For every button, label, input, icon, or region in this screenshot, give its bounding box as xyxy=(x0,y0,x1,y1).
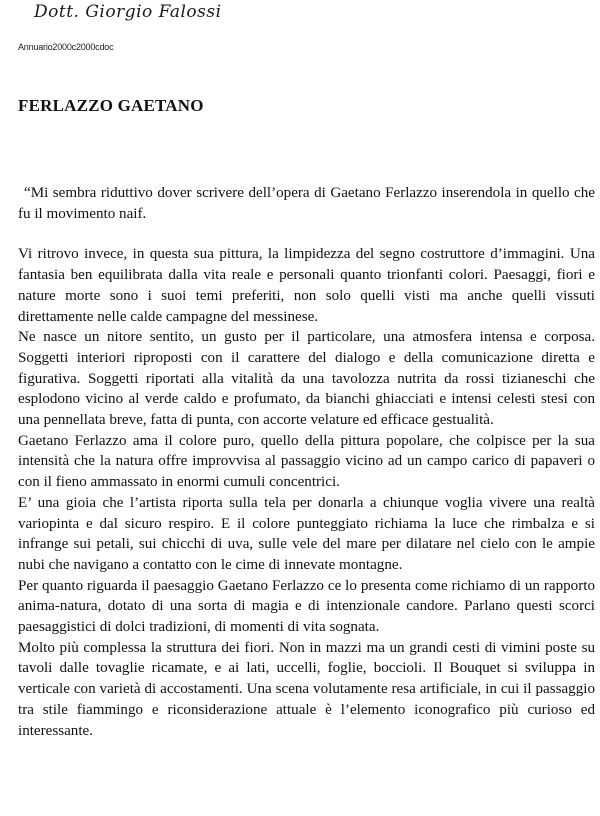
paragraph-7: Molto più complessa la struttura dei fiori. Non in mazzi ma un grandi cesti di vimini poste su tavoli dalle tovaglie ricamate, e ai lati, uccelli, foglie, boccioli. Il Bouquet si sviluppa in verticale con varietà di accostamenti. Una scena volutamente resa artificiale, in cui il passaggio tra stile fiammingo e riconsiderazione attuale è l’elemento iconografico più curioso ed interessante. xyxy=(18,639,595,739)
paragraph-5: E’ una gioia che l’artista riporta sulla tela per donarla a chiunque voglia vivere una realtà variopinta e dal sicuro respiro. E il colore punteggiato richiama la luce che rimbalza e si infrange sui petali, sui chicchi di uva, sulle vele del mare per dilatare nel cielo con le ampie nubi che navigano a contatto con le cime di innevate montagne. xyxy=(18,494,595,573)
letterhead-signature: Dott. Giorgio Falossi xyxy=(34,2,222,22)
document-body xyxy=(18,183,595,741)
paragraph-2: Vi ritrovo invece, in questa sua pittura, la limpidezza del segno costruttore d’immagini. Una fantasia ben equilibrata dalla vita reale e personali quanto trionfanti colori. Paesaggi, fiori e nature morte sono i suoi temi preferiti, non solo quelli visti ma anche quelli vissuti direttamente nelle calde campagne del messinese. xyxy=(18,246,595,325)
paragraph-3: Ne nasce un nitore sentito, un gusto per il particolare, una atmosfera intensa e corposa. Soggetti interiori riproposti con il carattere del dialogo e della comunicazione diretta e figurativa. Soggetti riportati alla vitalità da una tavolozza nutrita da rossi tizianeschi che esplodono vicino al verde caldo e profumato, da bianchi ghiacciati e intensi celesti stesi con una pennellata breve, fatta di punta, con accorte velature ed efficace gestualità. xyxy=(18,329,595,429)
document-title: FERLAZZO GAETANO xyxy=(18,96,204,115)
paragraph-4: Gaetano Ferlazzo ama il colore puro, quello della pittura popolare, che colpisce per la sua intensità che la natura offre improvvisa al passaggio vicino ad un campo carico di papaveri o con il fieno ammassato in enormi cumuli concentrici. xyxy=(18,432,595,491)
paragraph-6: Per quanto riguarda il paesaggio Gaetano Ferlazzo ce lo presenta come richiamo di un rapporto anima-natura, dotato di una sorta di magia e di intenzionale candore. Parlano questi scorci paesaggistici di dolci tradizioni, di momenti di vita sognata. xyxy=(18,577,595,636)
paragraph-intro: “Mi sembra riduttivo dover scrivere dell’opera di Gaetano Ferlazzo inserendola in quello che fu il movimento naif. xyxy=(18,185,595,222)
file-code: Annuario2000c2000cdoc xyxy=(18,42,114,52)
